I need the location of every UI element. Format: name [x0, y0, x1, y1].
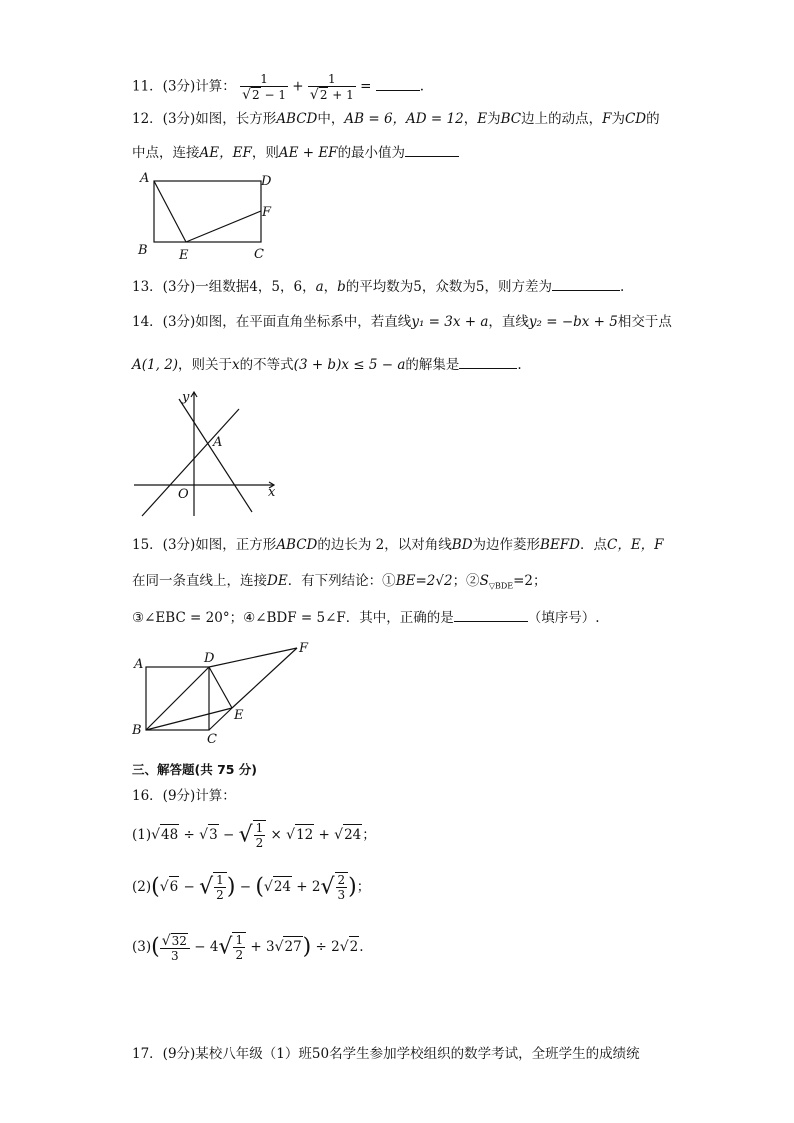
q15-label-b: B [132, 723, 142, 738]
q12-seg-cd: CD [624, 111, 647, 127]
q15-diagonal: BD [451, 537, 473, 553]
q16-p2-minus-2: − [235, 879, 256, 895]
q14-text-2b: ，则关于 [178, 357, 233, 373]
q15-label-f: F [299, 641, 309, 656]
q16-part-1: (1)√48 ÷ √3 − √ $\frac{1}{2}$ × √12 + √24； [132, 821, 376, 850]
q12-text-2e: 的最小值为 [337, 145, 406, 161]
q12-sum: AE + EF [278, 145, 338, 161]
q14-answer-blank [459, 354, 517, 369]
section-title: 三、解答题(共 75 分) [132, 762, 258, 777]
q14-label-o: O [178, 487, 189, 502]
q15-points: C，E，F [607, 537, 664, 553]
q14-line-y1-graph [142, 409, 239, 516]
q15-diagonal-bd [146, 667, 209, 730]
q12-seg-ef [186, 211, 261, 242]
q12-text-2a: 中点，连接 [132, 145, 200, 161]
q16-p1-div: ÷ [179, 827, 200, 843]
q12-label-d: D [261, 174, 272, 189]
q14-inequality: (3 + b)x ≤ 5 − a [293, 357, 406, 373]
q14-label-x: x [268, 485, 276, 500]
q13-text-e: 的平均数为5，众数为5，则方差为 [345, 279, 552, 295]
q11-frac1-numerator: 1 [240, 72, 288, 87]
q12-point-e: E [477, 111, 488, 127]
q16-p1-radicand-1: 48 [160, 824, 179, 845]
q16-p2-frac-num: 1 [216, 873, 224, 887]
q12-given: AB = 6，AD = 12 [344, 111, 464, 127]
q15-text-2h: ； [533, 573, 547, 589]
q11-prefix: 11．(3分)计算： [132, 78, 236, 95]
q16-part-2: (2)(√6 − √ $\frac{1}{2}$ ) − (√24 + 2√ $\frac{2}{3}$ )； [132, 873, 371, 902]
q12-text-k: 为 [611, 111, 625, 127]
q16-p3-plus: + 3 [246, 939, 275, 955]
q14-var-x: x [232, 357, 240, 373]
q16-p1-minus: − [218, 827, 239, 843]
q16-p2-plus: + 2 [292, 879, 321, 895]
q15-label-d: D [204, 651, 215, 666]
q12-text-2c: ，则 [251, 145, 279, 161]
q11-frac1-denominator: √2 − 1 [242, 87, 286, 103]
q11-equals: = [360, 78, 372, 95]
q16-p3-frac-den: 2 [235, 948, 244, 962]
q12-label-f: F [262, 205, 272, 220]
q16-p2-radicand-1: 6 [169, 876, 180, 897]
q12-label-c: C [254, 247, 264, 262]
q12-text-c: 中， [317, 111, 345, 127]
q14-text-e: 相交于点 [617, 314, 672, 330]
q12-text-e: ， [463, 111, 478, 127]
q12-label-b: B [138, 243, 148, 258]
q14-line-y2: y₂ = −bx + 5 [528, 314, 618, 330]
q16-p2-frac2-num: 2 [337, 873, 346, 887]
q15-conclusion-3: ③∠EBC = 20° [132, 610, 230, 626]
q11-fraction-2 [308, 72, 356, 102]
q11-frac2-tail: + 1 [328, 88, 354, 102]
q11-line [132, 72, 424, 102]
q16-p3-radicand-1: 32 [171, 933, 187, 948]
q15-line-3 [132, 607, 600, 628]
q15-text-c: 的边长为 2，以对角线 [317, 537, 452, 553]
q13-text-c: ， [323, 279, 338, 295]
q15-conclusion-2: =2 [513, 573, 534, 589]
q16-p2-frac-den: 2 [216, 888, 224, 902]
q12-seg-ae [154, 181, 186, 242]
q16-p3-frac-num: 1 [235, 933, 244, 947]
q14-label-a: A [213, 435, 223, 450]
q14-line-y2-graph [179, 399, 252, 512]
q14-line-2 [132, 354, 522, 375]
q15-seg-de-line [209, 667, 232, 708]
q16-p1-frac-num: 1 [255, 821, 264, 835]
q14-end: . [517, 357, 522, 373]
q15-rhombus-name: BEFD [540, 537, 580, 553]
q16-p1-label: (1) [132, 827, 152, 843]
q13-var-b: b [337, 279, 346, 295]
q14-label-y: y [182, 390, 190, 405]
q16-p2-end: ； [356, 879, 371, 895]
q16-p3-radicand-2: 27 [283, 936, 302, 957]
q15-conclusion-1: BE=2√2 [395, 573, 453, 589]
q15-line-2 [132, 571, 547, 597]
q16-p1-frac-den: 2 [255, 836, 264, 850]
q15-text-2a: 在同一条直线上，连接 [132, 573, 267, 589]
q16-p1-radicand-3: 12 [295, 824, 314, 845]
q12-seg-bc: BC [500, 111, 522, 127]
q11-plus: + [292, 78, 304, 95]
q15-label-c: C [207, 732, 217, 747]
q11-frac2-numerator: 1 [308, 72, 356, 87]
q12-text-a: 12．(3分)如图，长方形 [132, 111, 277, 127]
q13-answer-blank [552, 276, 620, 291]
q12-text-g: 为 [487, 111, 501, 127]
q15-text-2c: ．有下列结论：① [287, 573, 396, 589]
q14-text-2f: 的解集是 [405, 357, 460, 373]
q16-p1-times: × [266, 827, 287, 843]
q15-text-a: 15．(3分)如图，正方形 [132, 537, 277, 553]
q16-title: 16．(9分)计算： [132, 788, 236, 804]
q15-text-3c: ．其中，正确的是 [345, 610, 454, 626]
q12-rect-name: ABCD [276, 111, 318, 127]
q16-part-3: (3)( $\frac{√32}{3}$ − 4√ $\frac{1}{2}$ + 3√27) ÷ 2√2. [132, 932, 364, 963]
q15-area-s: S [479, 573, 489, 589]
q12-line-1 [132, 109, 660, 129]
q14-line-1 [132, 312, 672, 332]
q15-square-name: ABCD [276, 537, 318, 553]
q13-var-a: a [315, 279, 324, 295]
q12-rectangle-figure [132, 166, 282, 266]
q15-seg-be [146, 708, 232, 730]
q14-text-c: ，直线 [488, 314, 529, 330]
q11-end: . [419, 78, 424, 95]
q16-p3-label: (3) [132, 939, 152, 955]
q14-coordinate-figure [132, 384, 282, 519]
q11-fraction-1 [240, 72, 288, 102]
q15-label-a: A [134, 657, 144, 672]
q15-rhombus-figure [132, 640, 322, 748]
q15-answer-blank [454, 607, 528, 622]
q15-label-e: E [234, 708, 244, 723]
q16-p1-end: ； [362, 827, 376, 843]
q16-p2-minus: − [179, 879, 200, 895]
q11-frac1-radicand: 2 [252, 88, 260, 102]
q12-line-2 [132, 142, 459, 163]
q14-text-2d: 的不等式 [239, 357, 294, 373]
q12-point-f: F [602, 111, 612, 127]
q15-seg-fe [232, 648, 297, 708]
q14-text-a: 14．(3分)如图，在平面直角坐标系中，若直线 [132, 314, 412, 330]
q11-answer-blank [376, 76, 420, 91]
q14-point-a: A(1, 2) [132, 357, 179, 373]
q12-segments: AE，EF [199, 145, 252, 161]
q16-p3-div: ÷ 2 [311, 939, 340, 955]
q11-frac1-tail: − 1 [260, 88, 286, 102]
q15-text-3d: （填序号）. [527, 610, 600, 626]
q15-text-2e: ；② [452, 573, 480, 589]
q14-line-y1: y₁ = 3x + a [411, 314, 489, 330]
q12-text-m: 的 [646, 111, 660, 127]
q15-conclusion-4: ；④∠BDF = 5∠F [229, 610, 346, 626]
q16-p1-radicand-4: 24 [343, 824, 362, 845]
q16-p3-radicand-3: 2 [349, 936, 360, 957]
q12-answer-blank [405, 142, 459, 157]
q12-label-a: A [140, 171, 150, 186]
q15-text-e: 为边作菱形 [472, 537, 541, 553]
q15-seg-df [209, 648, 297, 667]
q15-area-sub: ▽BDE [488, 581, 514, 591]
q11-frac2-denominator: √2 + 1 [309, 87, 354, 103]
q16-p3-den: 3 [171, 948, 179, 963]
q11-frac2-radicand: 2 [319, 88, 328, 102]
q16-p2-label: (2) [132, 879, 152, 895]
q16-p1-plus: + [314, 827, 335, 843]
q12-label-e: E [179, 248, 189, 263]
q16-p3-end: . [359, 939, 364, 955]
q13-text-a: 13．(3分)一组数据4，5，6， [132, 279, 316, 295]
q16-p1-radicand-2: 3 [208, 824, 219, 845]
q13-line [132, 276, 624, 297]
q16-p2-radicand-2: 24 [273, 876, 292, 897]
q15-text-g: ．点 [580, 537, 607, 553]
q16-p3-minus: − 4 [189, 939, 219, 955]
q16-p2-frac2-den: 3 [337, 888, 346, 902]
q17-line: 17．(9分)某校八年级（1）班50名学生参加学校组织的数学考试，全班学生的成绩统 [132, 1046, 640, 1062]
q12-text-i: 边上的动点， [521, 111, 603, 127]
q13-end: . [619, 279, 625, 295]
q15-line-1 [132, 535, 664, 555]
q15-seg-de: DE [267, 573, 288, 589]
